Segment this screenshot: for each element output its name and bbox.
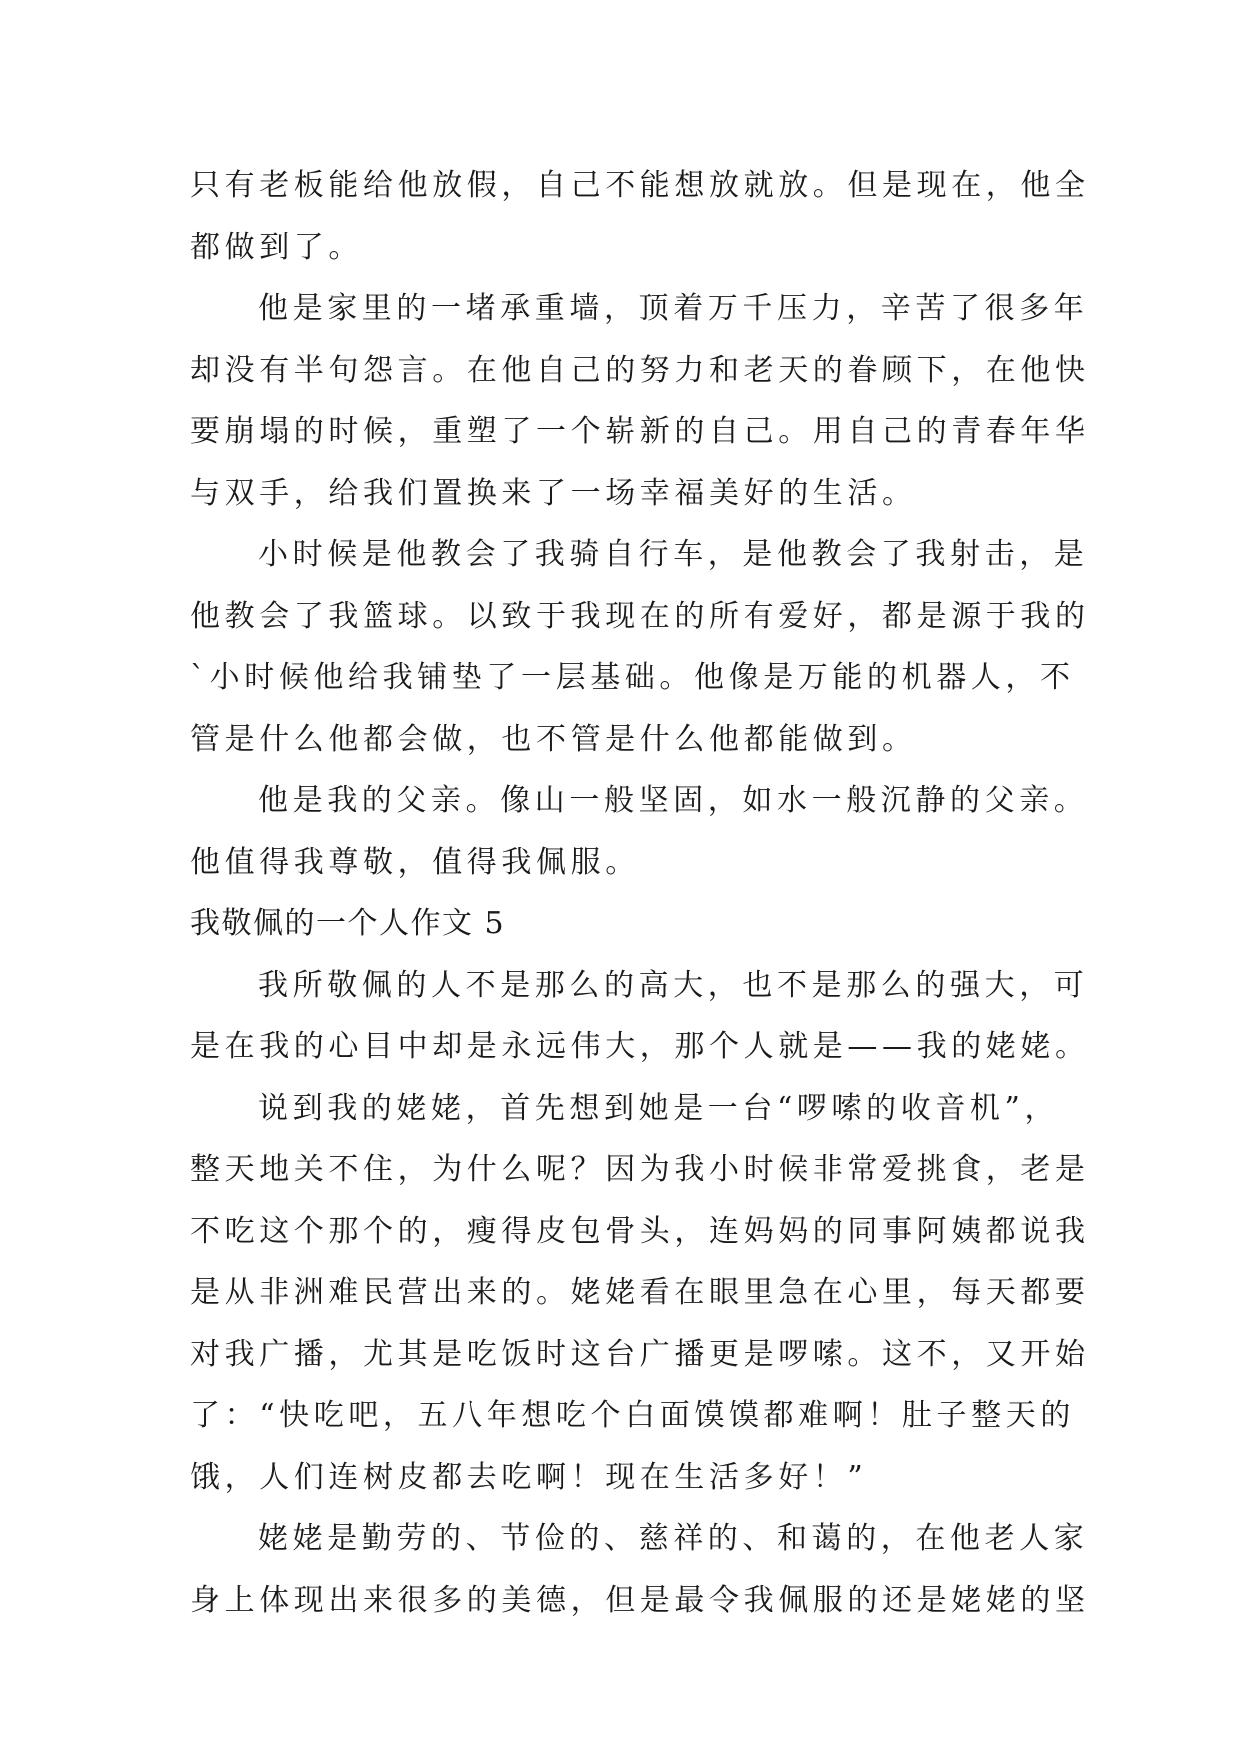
- paragraph-start-line: 他是家里的一堵承重墙，顶着万千压力，辛苦了很多年: [258, 291, 1089, 326]
- text-line: 不吃这个那个的，瘦得皮包骨头，连妈妈的同事阿姨都说我: [190, 1213, 1090, 1249]
- paragraph-start-line: 我所敬佩的人不是那么的高大，也不是那么的强大，可: [258, 967, 1089, 1003]
- text-line: `小时候他给我铺垫了一层基础。他像是万能的机器人，不: [190, 660, 1075, 695]
- paragraph-start-line: 说到我的姥姥，首先想到她是一台“啰嗦的收音机”，: [258, 1090, 1060, 1126]
- text-line: 管是什么他都会做，也不管是什么他都能做到。: [190, 721, 917, 757]
- paragraph-start-line: 姥姥是勤劳的、节俭的、慈祥的、和蔼的，在他老人家: [258, 1521, 1089, 1556]
- text-line: 整天地关不住，为什么呢？因为我小时候非常爱挑食，老是: [190, 1152, 1090, 1187]
- text-line: 都做到了。: [190, 229, 363, 265]
- section-heading: 我敬佩的一个人作文 5: [190, 906, 506, 941]
- text-line: 了：“快吃吧，五八年想吃个白面馍馍都难啊！肚子整天的: [190, 1398, 1075, 1433]
- paragraph-start-line: 他是我的父亲。像山一般坚固，如水一般沉静的父亲。: [258, 783, 1089, 818]
- text-line: 饿，人们连树皮都去吃啊！现在生活多好！”: [190, 1459, 868, 1495]
- text-line: 要崩塌的时候，重塑了一个崭新的自己。用自己的青春年华: [190, 414, 1090, 449]
- text-line: 与双手，给我们置换来了一场幸福美好的生活。: [190, 475, 917, 511]
- text-line: 他教会了我篮球。以致于我现在的所有爱好，都是源于我的: [190, 598, 1090, 634]
- text-line: 却没有半句怨言。在他自己的努力和老天的眷顾下，在他快: [190, 352, 1090, 388]
- paragraph-start-line: 小时候是他教会了我骑自行车，是他教会了我射击，是: [258, 537, 1089, 572]
- text-line: 只有老板能给他放假，自己不能想放就放。但是现在，他全: [190, 168, 1090, 203]
- text-line: 是在我的心目中却是永远伟大，那个人就是——我的姥姥。: [190, 1029, 1090, 1064]
- text-line: 对我广播，尤其是吃饭时这台广播更是啰嗦。这不，又开始: [190, 1336, 1090, 1372]
- text-line: 是从非洲难民营出来的。姥姥看在眼里急在心里，每天都要: [190, 1275, 1090, 1310]
- text-line: 身上体现出来很多的美德，但是最令我佩服的还是姥姥的坚: [190, 1582, 1090, 1618]
- text-line: 他值得我尊敬，值得我佩服。: [190, 844, 640, 880]
- document-body: [190, 155, 1090, 1631]
